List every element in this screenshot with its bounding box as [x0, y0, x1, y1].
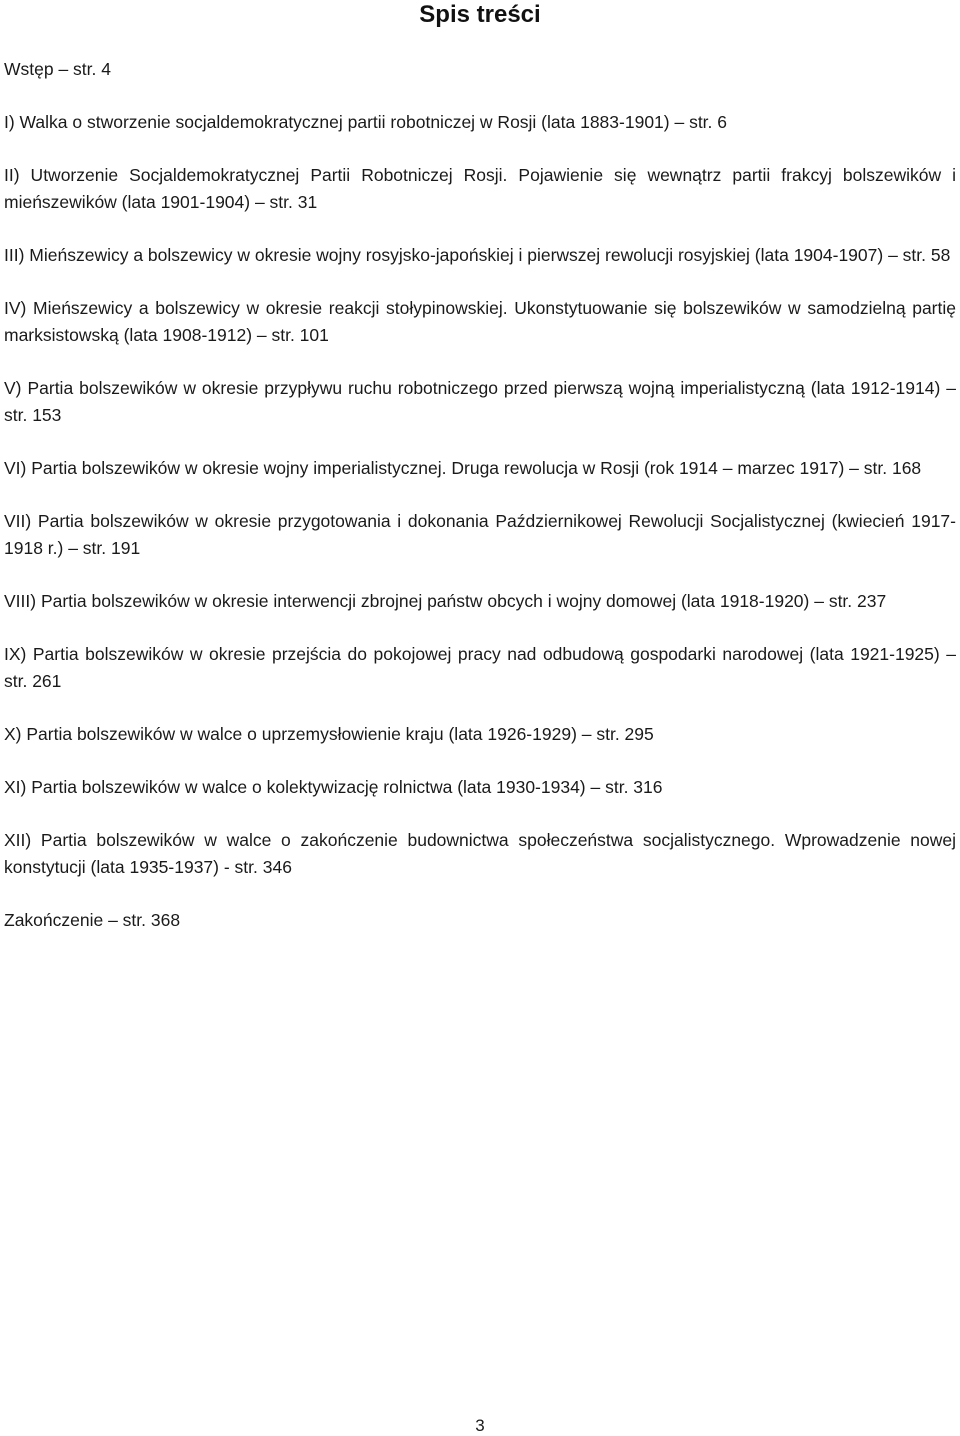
toc-entry-chapter-2: II) Utworzenie Socjaldemokratycznej Partii Robotniczej Rosji. Pojawienie się wewnątrz partii frakcyj bolszewików i mieńszewików (lata 1901-1904) – str. 31	[4, 165, 956, 212]
toc-entry-introduction: Wstęp – str. 4	[4, 59, 111, 79]
toc-entry-chapter-7: VII) Partia bolszewików w okresie przygotowania i dokonania Październikowej Rewolucji Socjalistycznej (kwiecień 1917-1918 r.) – str. 191	[4, 511, 956, 558]
toc-entry-chapter-6: VI) Partia bolszewików w okresie wojny imperialistycznej. Druga rewolucja w Rosji (rok 1914 – marzec 1917) – str. 168	[4, 458, 922, 478]
page-number: 3	[475, 1416, 485, 1435]
toc-entry-chapter-3: III) Mieńszewicy a bolszewicy w okresie wojny rosyjsko-japońskiej i pierwszej rewolucji rosyjskiej (lata 1904-1907) – str. 58	[4, 245, 951, 265]
toc-entry-conclusion: Zakończenie – str. 368	[4, 910, 181, 930]
toc-entry-chapter-12: XII) Partia bolszewików w walce o zakończenie budownictwa społeczeństwa socjalistycznego. Wprowadzenie nowej konstytucji (lata 1935-1937) - str. 346	[4, 830, 956, 877]
page-title: Spis treści	[419, 1, 541, 28]
toc-entry-chapter-10: X) Partia bolszewików w walce o uprzemysłowienie kraju (lata 1926-1929) – str. 295	[4, 724, 654, 744]
toc-entry-chapter-9: IX) Partia bolszewików w okresie przejścia do pokojowej pracy nad odbudową gospodarki narodowej (lata 1921-1925) – str. 261	[4, 644, 956, 691]
toc-entry-chapter-11: XI) Partia bolszewików w walce o kolektywizację rolnictwa (lata 1930-1934) – str. 316	[4, 777, 663, 797]
table-of-contents	[4, 56, 956, 960]
toc-entry-chapter-8: VIII) Partia bolszewików w okresie interwencji zbrojnej państw obcych i wojny domowej (lata 1918-1920) – str. 237	[4, 591, 887, 611]
toc-entry-chapter-5: V) Partia bolszewików w okresie przypływu ruchu robotniczego przed pierwszą wojną imperialistyczną (lata 1912-1914) – str. 153	[4, 378, 956, 425]
toc-entry-chapter-1: I) Walka o stworzenie socjaldemokratycznej partii robotniczej w Rosji (lata 1883-1901) – str. 6	[4, 112, 727, 132]
toc-entry-chapter-4: IV) Mieńszewicy a bolszewicy w okresie reakcji stołypinowskiej. Ukonstytuowanie się bolszewików w samodzielną partię marksistowską (lata 1908-1912) – str. 101	[4, 298, 956, 345]
